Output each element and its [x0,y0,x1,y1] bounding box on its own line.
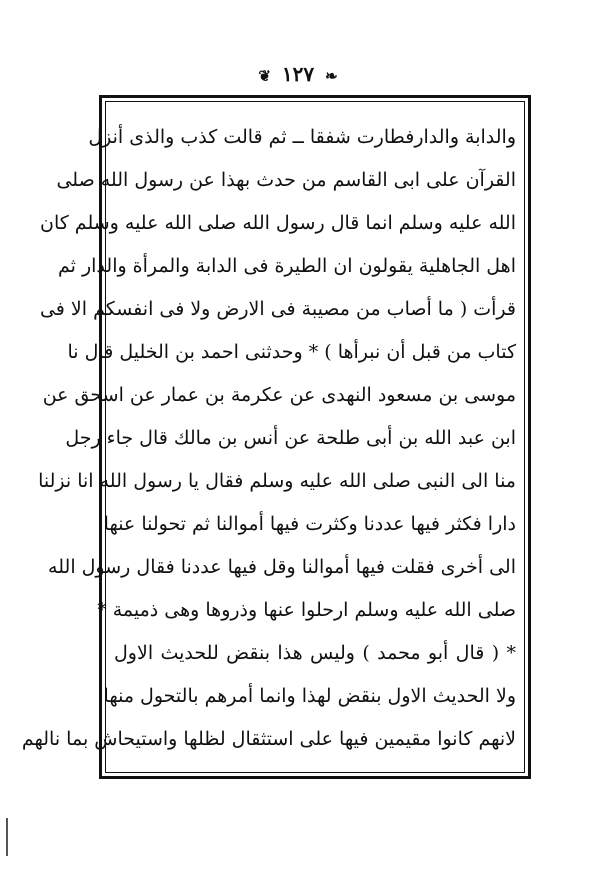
ornament-left-icon: ❦ [258,67,271,85]
page-number-text: ١٢٧ [281,62,315,86]
text-line: اهل الجاهلية يقولون ان الطيرة فى الدابة والمرأة والدار ثم [58,255,516,277]
text-line: موسى بن مسعود النهدى عن عكرمة بن عمار عن اسحق عن [42,384,516,406]
text-line: ولا الحديث الاول بنقض لهذا وانما أمرهم بالتحول منها [103,685,516,707]
body-text [21,116,516,766]
scan-artifact-mark [6,818,8,856]
text-line: * ( قال أبو محمد ) وليس هذا بنقض للحديث الاول [114,642,516,664]
text-line: والدابة والدارفطارت شفقا ــ ثم قالت كذب والذى أنزل [88,126,516,148]
text-line: منا الى النبى صلى الله عليه وسلم فقال يا رسول الله انا نزلنا [38,470,516,492]
text-line: الله عليه وسلم انما قال رسول الله صلى الله عليه وسلم كان [39,212,516,234]
text-line: صلى الله عليه وسلم ارحلوا عنها وذروها وهى ذميمة * [97,599,516,621]
text-line: دارا فكثر فيها عددنا وكثرت فيها أموالنا ثم تحولنا عنها [103,513,516,535]
text-line: الى أخرى فقلت فيها أموالنا وقل فيها عددنا فقال رسول الله [48,556,516,578]
text-line: كتاب من قبل أن نبرأها ) * وحدثنى احمد بن الخليل قال نا [67,341,516,363]
text-line: لانهم كانوا مقيمين فيها على استثقال لظلها واستيحاش بما نالهم [21,728,516,750]
text-line: ابن عبد الله بن أبى طلحة عن أنس بن مالك قال جاء رجل [65,427,516,449]
ornament-right-icon: ❧ [325,67,338,85]
text-line: القرآن على ابى القاسم من حدث بهذا عن رسول الله صلى [56,169,516,191]
page-number [0,62,596,86]
text-line: قرأت ( ما أصاب من مصيبة فى الارض ولا فى انفسكم الا فى [39,298,516,320]
